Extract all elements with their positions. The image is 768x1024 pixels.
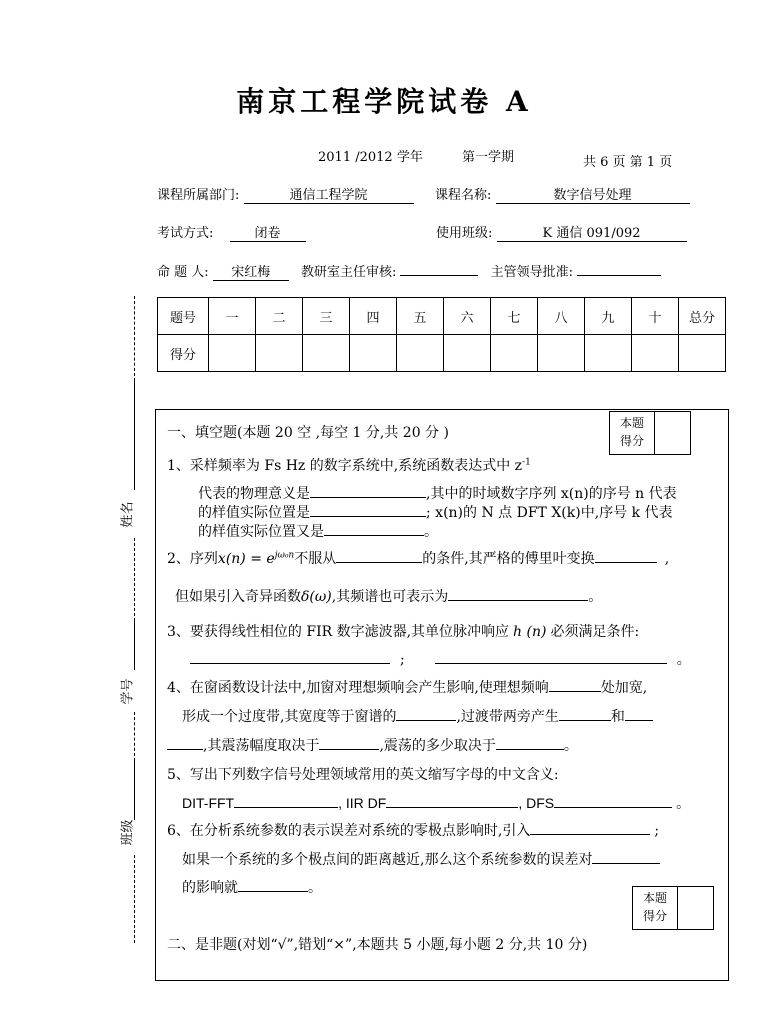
scorebox-label xyxy=(610,412,655,454)
scorebox-label-line1: 本题 xyxy=(642,891,667,905)
side-name-label: 姓名 xyxy=(120,501,136,528)
col-2: 二 xyxy=(256,298,303,335)
page-count: 共 6 页 第 1 页 xyxy=(583,155,673,170)
dept-label: 课程所属部门: xyxy=(157,188,240,203)
col-total: 总分 xyxy=(679,298,726,335)
score-label: 得分 xyxy=(158,335,209,372)
course-label: 课程名称: xyxy=(435,188,492,203)
q4-blank-5[interactable] xyxy=(167,736,203,750)
q3-h: h (n) xyxy=(513,624,547,640)
section1-scorebox xyxy=(609,411,691,455)
q1-text-c: ,其中的时域数字序列 x(n)的序号 n 代表 xyxy=(426,486,677,502)
q4-line3 xyxy=(167,735,578,755)
q4-blank-4[interactable] xyxy=(625,707,653,721)
score-cell[interactable] xyxy=(538,335,585,372)
col-5: 五 xyxy=(397,298,444,335)
q2-blank-2[interactable] xyxy=(595,549,657,563)
q5-blank-2[interactable] xyxy=(386,794,518,808)
q2-blank-3[interactable] xyxy=(448,587,588,601)
score-cell[interactable] xyxy=(350,335,397,372)
col-9: 九 xyxy=(585,298,632,335)
q3-line2 xyxy=(190,649,691,669)
exam-row xyxy=(157,222,306,242)
q4-blank-7[interactable] xyxy=(496,736,564,750)
q6-line1 xyxy=(167,820,659,840)
binding-dash-bottom xyxy=(134,855,135,943)
q3-text-a: 3、要获得线性相位的 FIR 数字滤波器,其单位脉冲响应 xyxy=(167,624,510,640)
q6-blank-3[interactable] xyxy=(238,878,308,892)
term: 第一学期 xyxy=(462,150,515,165)
q4-text-a: 4、在窗函数设计法中,加窗对理想频响会产生影响,使理想频响 xyxy=(167,680,549,696)
q4-blank-2[interactable] xyxy=(396,707,456,721)
score-cell[interactable] xyxy=(444,335,491,372)
class-row xyxy=(436,222,687,242)
q2-text-g: 。 xyxy=(588,589,603,605)
col-3: 三 xyxy=(303,298,350,335)
q3-sep: ; xyxy=(400,652,405,668)
col-10: 十 xyxy=(632,298,679,335)
q1-blank-3[interactable] xyxy=(324,522,424,536)
score-cell[interactable] xyxy=(679,335,726,372)
q5-line2 xyxy=(182,793,690,813)
q5-iir: , IIR DF xyxy=(338,795,387,811)
exam-label: 考试方式: xyxy=(157,226,214,241)
q3-text-b: 必须满足条件: xyxy=(550,624,640,640)
course-value: 数字信号处理 xyxy=(496,184,690,204)
score-cell[interactable] xyxy=(491,335,538,372)
binding-dash-top xyxy=(134,296,135,376)
q5-blank-3[interactable] xyxy=(554,794,672,808)
scorebox-label-line2: 得分 xyxy=(619,434,644,448)
score-cell[interactable] xyxy=(256,335,303,372)
q5-end: 。 xyxy=(676,795,691,811)
q6-blank-1[interactable] xyxy=(530,821,650,835)
q3-line1 xyxy=(167,621,639,641)
q6-line3 xyxy=(182,877,322,897)
q5-blank-1[interactable] xyxy=(234,794,338,808)
q2-formula: x(n) = e xyxy=(217,551,275,567)
dept-value: 通信工程学院 xyxy=(244,184,414,204)
q2-line1 xyxy=(167,548,669,568)
q2-text-a: 2、序列 xyxy=(167,551,218,567)
scorebox-label-line1: 本题 xyxy=(619,416,644,430)
q4-text-h: 。 xyxy=(563,738,578,754)
q1-text-d: 的样值实际位置是 xyxy=(198,505,310,521)
q1-line3 xyxy=(198,502,673,522)
q6-line2 xyxy=(182,849,660,869)
q1-line4 xyxy=(198,521,438,541)
q4-blank-1[interactable] xyxy=(549,678,601,692)
score-header-row xyxy=(158,298,726,335)
q4-line1 xyxy=(167,677,647,697)
section2-scorebox xyxy=(632,886,714,930)
q3-blank-2[interactable] xyxy=(435,650,667,664)
q4-text-d: ,过渡带两旁产生 xyxy=(456,709,559,725)
q2-text-d: , xyxy=(664,551,670,567)
q6-text-d: 的影响就 xyxy=(182,880,238,896)
side-id-label: 学号 xyxy=(120,678,136,705)
binding-line-1 xyxy=(134,378,135,490)
col-8: 八 xyxy=(538,298,585,335)
author-value: 宋红梅 xyxy=(213,261,289,281)
exam-value: 闭卷 xyxy=(230,222,306,242)
side-class-label: 班级 xyxy=(120,819,136,846)
col-4: 四 xyxy=(350,298,397,335)
approve-label: 主管领导批准: xyxy=(490,265,573,280)
q1-text-a: 1、采样频率为 Fs Hz 的数字系统中,系统函数表达式中 z xyxy=(167,458,523,474)
q6-text-e: 。 xyxy=(308,880,322,896)
q3-blank-1[interactable] xyxy=(190,650,390,664)
score-table xyxy=(157,297,726,372)
q5-dit: DIT-FFT xyxy=(182,795,235,811)
score-cell[interactable] xyxy=(209,335,256,372)
q6-blank-2[interactable] xyxy=(592,850,660,864)
dept-row xyxy=(157,184,414,204)
q2-blank-1[interactable] xyxy=(336,549,422,563)
section2-title: 二、是非题(对划“√”,错划“×”,本题共 5 小题,每小题 2 分,共 10 分) xyxy=(167,937,588,953)
author-row xyxy=(157,261,661,281)
q4-text-f: ,其震荡幅度取决于 xyxy=(203,738,320,754)
class-label: 使用班级: xyxy=(436,226,493,241)
q4-line2 xyxy=(182,706,653,726)
q2-line2 xyxy=(175,586,602,606)
approve-blank[interactable] xyxy=(577,261,661,276)
class-value: K 通信 091/092 xyxy=(497,222,687,242)
header-label: 题号 xyxy=(158,298,209,335)
review-label: 教研室主任审核: xyxy=(300,265,397,280)
q2-text-f: ,其频谱也可表示为 xyxy=(331,589,449,605)
q4-text-c: 形成一个过度带,其宽度等于窗谱的 xyxy=(182,709,397,725)
q4-blank-6[interactable] xyxy=(319,736,379,750)
review-blank[interactable] xyxy=(400,261,478,276)
q6-text-b: ; xyxy=(654,823,660,839)
q1-superscript: -1 xyxy=(522,457,531,468)
q6-text-c: 如果一个系统的多个极点间的距离越近,那么这个系统参数的误差对 xyxy=(182,852,593,868)
q2-text-b: 不服从 xyxy=(294,551,337,567)
academic-year: 2011 /2012 学年 xyxy=(318,150,423,165)
q4-text-e: 和 xyxy=(610,709,625,725)
exam-title: 南京工程学院试卷 A xyxy=(236,85,532,118)
q1-text-f: 的样值实际位置又是 xyxy=(198,524,324,540)
q4-text-g: ,震荡的多少取决于 xyxy=(379,738,496,754)
q1-blank-2[interactable] xyxy=(310,503,426,517)
q2-superscript: jω₀n xyxy=(274,550,295,561)
binding-line-3 xyxy=(134,760,135,820)
q1-blank-1[interactable] xyxy=(310,484,426,498)
score-value-row xyxy=(158,335,726,372)
score-cell[interactable] xyxy=(632,335,679,372)
course-row xyxy=(435,184,690,204)
scorebox-label-line2: 得分 xyxy=(642,909,667,923)
q1-line2 xyxy=(198,483,677,503)
binding-line-2 xyxy=(134,620,135,670)
q1-line1 xyxy=(167,455,531,475)
scorebox-label xyxy=(633,887,678,929)
q5-dfs: , DFS xyxy=(518,795,555,811)
col-1: 一 xyxy=(209,298,256,335)
q1-text-g: 。 xyxy=(424,524,438,540)
q2-text-e: 但如果引入奇异函数 xyxy=(175,589,301,605)
q4-text-b: 处加宽, xyxy=(600,680,648,696)
score-cell[interactable] xyxy=(303,335,350,372)
score-cell[interactable] xyxy=(585,335,632,372)
author-label: 命 题 人: xyxy=(157,265,209,280)
score-cell[interactable] xyxy=(397,335,444,372)
q5-line1: 5、写出下列数字信号处理领域常用的英文缩写字母的中文含义: xyxy=(167,767,559,783)
q4-blank-3[interactable] xyxy=(559,707,611,721)
scorebox-field[interactable] xyxy=(655,412,690,454)
section1-title: 一、填空题(本题 20 空 ,每空 1 分,共 20 分 ) xyxy=(167,425,449,441)
scorebox-field[interactable] xyxy=(678,887,713,929)
q3-end: 。 xyxy=(676,652,691,668)
col-7: 七 xyxy=(491,298,538,335)
q1-text-e: ; x(n)的 N 点 DFT X(k)中,序号 k 代表 xyxy=(426,505,673,521)
col-6: 六 xyxy=(444,298,491,335)
q2-delta: δ(ω) xyxy=(301,589,332,605)
q6-text-a: 6、在分析系统参数的表示误差对系统的零极点影响时,引入 xyxy=(167,823,531,839)
q2-text-c: 的条件,其严格的傅里叶变换 xyxy=(422,551,595,567)
q1-text-b: 代表的物理意义是 xyxy=(198,486,310,502)
